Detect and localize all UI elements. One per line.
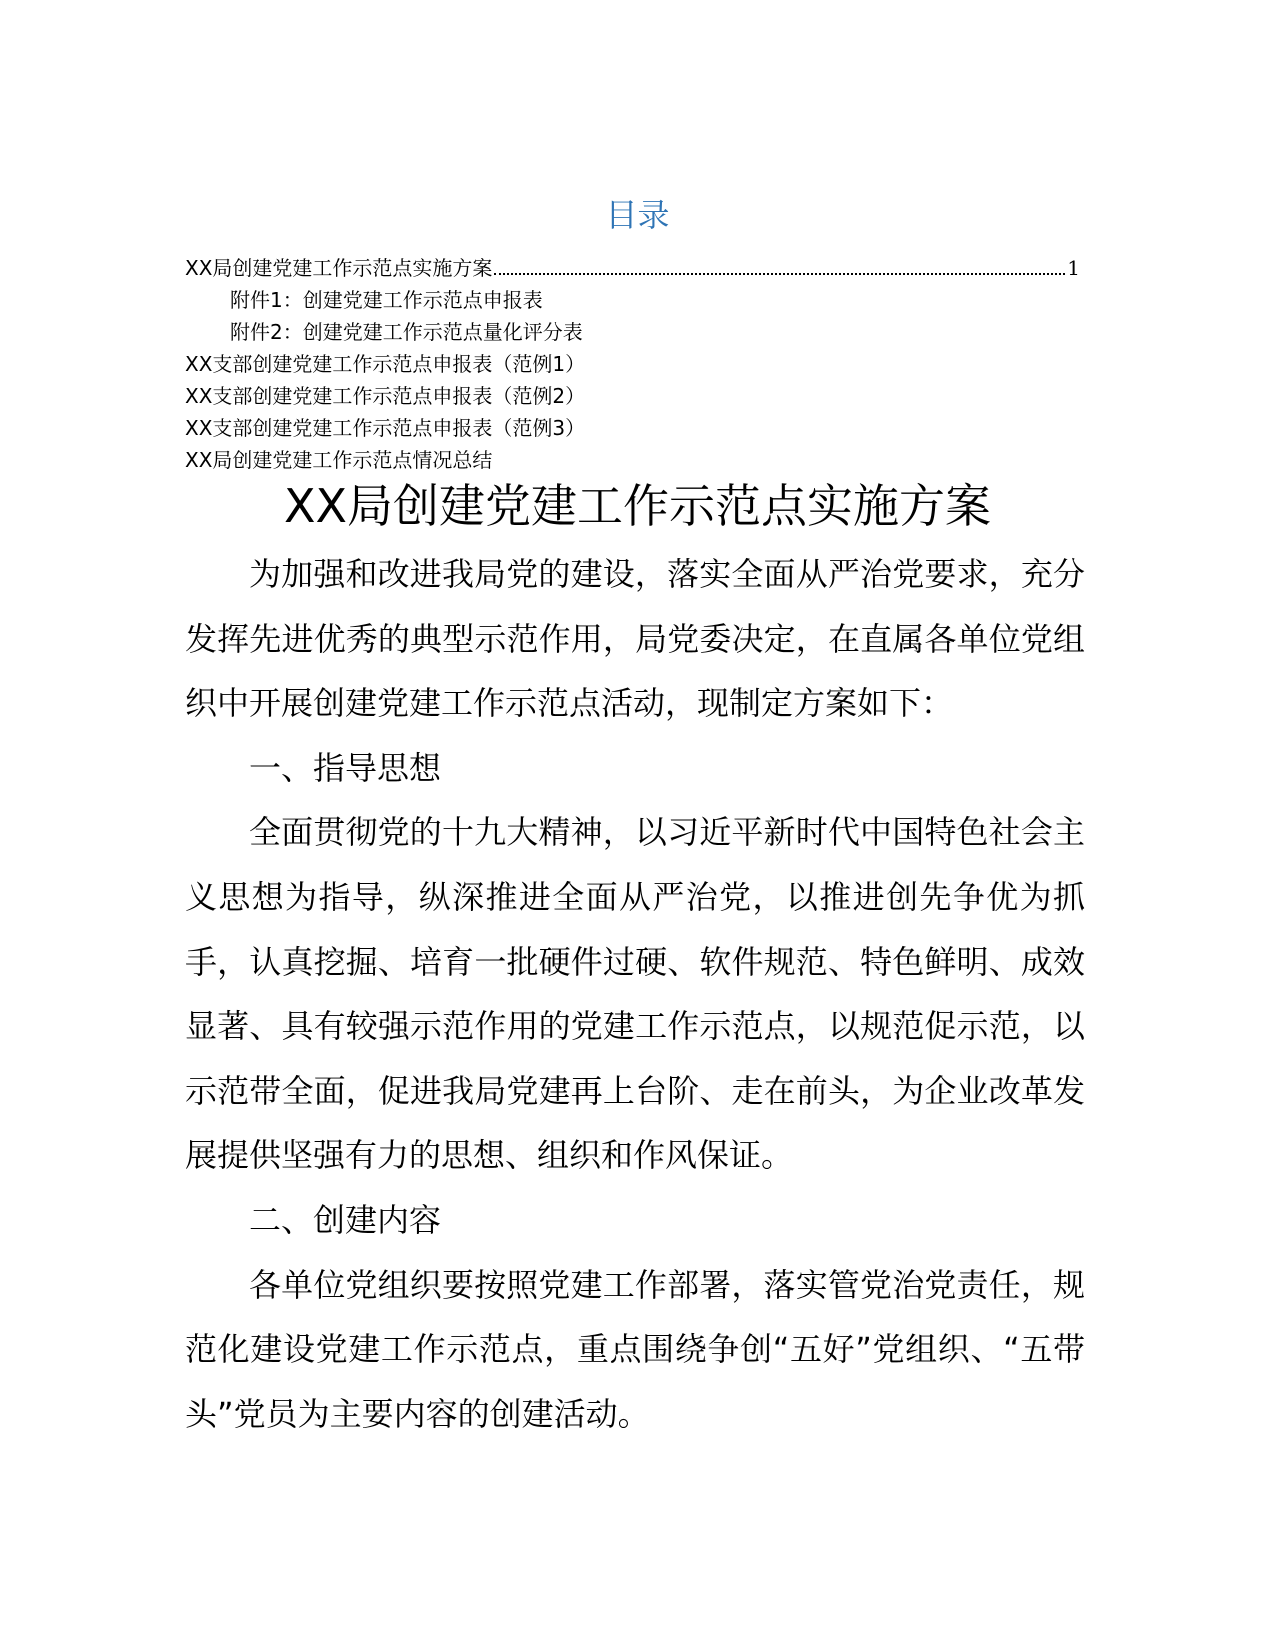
toc-entry-text: XX局创建党建工作示范点情况总结 (185, 448, 493, 472)
intro-paragraph: 为加强和改进我局党的建设，落实全面从严治党要求，充分发挥先进优秀的典型示范作用，局党委决定，在直属各单位党组织中开展创建党建工作示范点活动，现制定方案如下： (185, 555, 1085, 723)
toc-entry[interactable] (185, 284, 1080, 316)
toc-dot-leader (494, 273, 1065, 275)
toc-entry[interactable] (185, 412, 1080, 444)
toc-entry-text: 附件2：创建党建工作示范点量化评分表 (230, 320, 583, 344)
toc-entry-text: XX支部创建党建工作示范点申报表（范例2） (185, 384, 586, 408)
toc-entry[interactable] (185, 380, 1080, 412)
document-title: XX局创建党建工作示范点实施方案 (283, 479, 992, 533)
toc-entry-text: XX支部创建党建工作示范点申报表（范例3） (185, 416, 586, 440)
toc-entry-text: XX支部创建党建工作示范点申报表（范例1） (185, 352, 586, 376)
toc-entry-page: 1 (1067, 256, 1080, 280)
section-2-paragraph: 各单位党组织要按照党建工作部署，落实管党治党责任，规范化建设党建工作示范点，重点围绕争创“五好”党组织、“五带头”党员为主要内容的创建活动。 (185, 1265, 1085, 1433)
toc-title: 目录 (605, 196, 670, 234)
toc-entry-text: XX局创建党建工作示范点实施方案 (185, 256, 493, 280)
section-1-paragraph: 全面贯彻党的十九大精神，以习近平新时代中国特色社会主义思想为指导，纵深推进全面从严治党，以推进创先争优为抓手，认真挖掘、培育一批硬件过硬、软件规范、特色鲜明、成效显著、具有较强示范作用的党建工作示范点，以规范促示范，以示范带全面，促进我局党建再上台阶、走在前头，为企业改革发展提供坚强有力的思想、组织和作风保证。 (185, 813, 1085, 1175)
toc-entry[interactable] (185, 252, 1080, 284)
section-heading-2: 二、创建内容 (249, 1200, 442, 1239)
section-heading-1: 一、指导思想 (249, 748, 442, 787)
document-body (185, 542, 1085, 1446)
toc-entry[interactable] (185, 348, 1080, 380)
table-of-contents (185, 252, 1080, 476)
toc-entry[interactable] (185, 444, 1080, 476)
toc-entry-text: 附件1：创建党建工作示范点申报表 (230, 288, 543, 312)
toc-entry[interactable] (185, 316, 1080, 348)
